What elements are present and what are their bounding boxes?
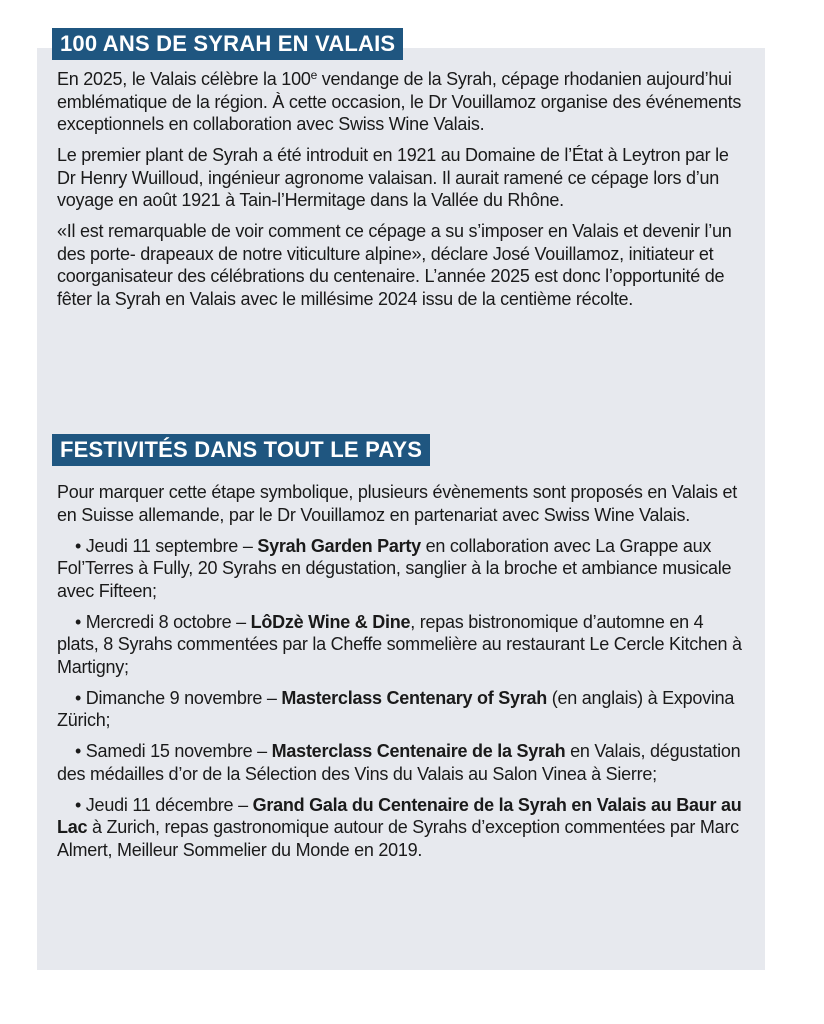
paragraph-intro-text-b: vendange de la Syrah, cépage rhodanien aujourd’hui emblématique de la région. À cette occasion, le Dr Vouillamoz organise des événements exceptionnels en collaboration avec Swiss Wine Valais. (57, 69, 742, 134)
section-body-100-ans (57, 68, 749, 319)
paragraph-intro (57, 68, 749, 136)
event-title: LôDzè Wine & Dine (250, 611, 411, 632)
event-title: Grand Gala du Centenaire de la Syrah en Valais au Baur au Lac (57, 794, 742, 837)
event-date: • Dimanche 9 novembre – (75, 687, 282, 708)
event-item (57, 687, 749, 732)
paragraph-history: Le premier plant de Syrah a été introduit en 1921 au Domaine de l’État à Leytron par le Dr Henry Wuilloud, ingénieur agronome valaisan. Il aurait ramené ce cépage lors d’un voyage en août 1921 à Tain-l’Hermitage dans la Vallée du Rhône. (57, 145, 729, 210)
paragraph-quote: «Il est remarquable de voir comment ce cépage a su s’imposer en Valais et devenir l’un des porte- drapeaux de notre viticulture alpine», déclare José Vouillamoz, initiateur et coorganisateur des célébrations du centenaire. L’année 2025 est donc l’opportunité de fêter la Syrah en Valais avec le millésime 2024 issu de la centième récolte. (57, 221, 732, 309)
event-title: Masterclass Centenaire de la Syrah (271, 741, 566, 761)
event-date: • Samedi 15 novembre – (75, 741, 272, 761)
event-item (57, 794, 749, 862)
event-description: à Zurich, repas gastronomique autour de Syrahs d’exception commentées par Marc Almert, Meilleur Sommelier du Monde en 2019. (57, 817, 739, 860)
paragraph-festivites-intro: Pour marquer cette étape symbolique, plusieurs évènements sont proposés en Valais et en Suisse allemande, par le Dr Vouillamoz en partenariat avec Swiss Wine Valais. (57, 482, 738, 525)
event-description: en collaboration avec La Grappe aux Fol’Terres à Fully, 20 Syrahs en dégustation, sanglier à la broche et ambiance musicale avec Fifteen; (57, 535, 732, 601)
event-title: Syrah Garden Party (257, 535, 421, 556)
event-date: • Jeudi 11 septembre – (75, 535, 258, 556)
event-item (57, 611, 749, 679)
event-description: , repas bistronomique d’automne en 4 plats, 8 Syrahs commentées par la Cheffe sommelière au restaurant Le Cercle Kitchen à Martigny; (57, 611, 742, 677)
section-heading-100-ans: 100 ANS DE SYRAH EN VALAIS (52, 28, 403, 60)
superscript-e: e (310, 68, 318, 82)
event-description: (en anglais) à Expovina Zürich; (57, 687, 735, 730)
section-heading-festivites: FESTIVITÉS DANS TOUT LE PAYS (52, 434, 430, 466)
section-body-festivites (57, 481, 749, 870)
event-date: • Mercredi 8 octobre – (75, 611, 251, 632)
paragraph-intro-text-a: En 2025, le Valais célèbre la 100 (57, 69, 311, 89)
event-item (57, 535, 749, 603)
event-date: • Jeudi 11 décembre – (75, 794, 253, 815)
event-item (57, 740, 749, 785)
event-description: en Valais, dégustation des médailles d’or de la Sélection des Vins du Valais au Salon Vinea à Sierre; (57, 741, 741, 784)
event-title: Masterclass Centenary of Syrah (281, 687, 548, 708)
